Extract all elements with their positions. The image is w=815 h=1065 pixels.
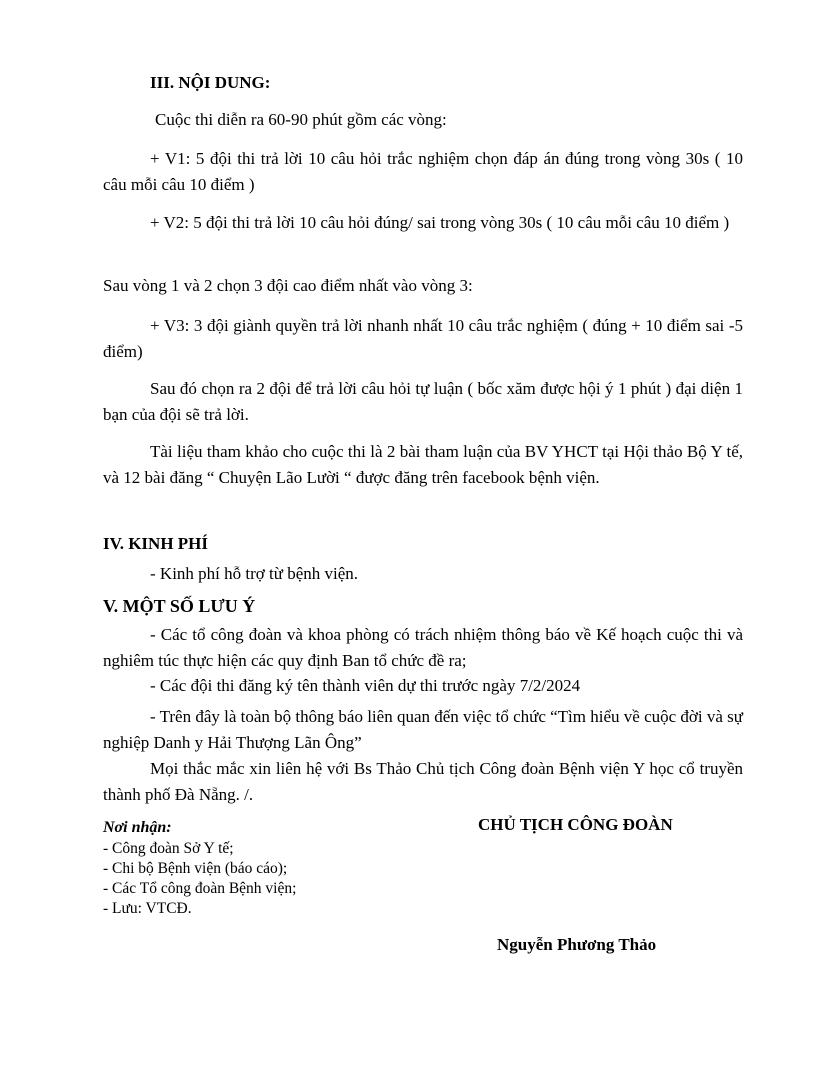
note-item-3: - Trên đây là toàn bộ thông báo liên quan đến việc tổ chức “Tìm hiểu về cuộc đời và sự nghiệp Danh y Hải Thượng Lãn Ông” xyxy=(103,707,743,752)
recipients-block xyxy=(103,817,433,919)
contact-paragraph: Mọi thắc mắc xin liên hệ với Bs Thảo Chủ tịch Công đoàn Bệnh viện Y học cổ truyền thành phố Đà Nẵng. /. xyxy=(103,759,743,804)
funding-item: - Kinh phí hỗ trợ từ bệnh viện. xyxy=(150,564,359,583)
recipient-item: - Công đoàn Sở Y tế; xyxy=(103,840,234,857)
signature-name: Nguyễn Phương Thảo xyxy=(497,935,657,954)
section-3-heading: III. NỘI DUNG: xyxy=(150,73,271,92)
note-item-1: - Các tổ công đoàn và khoa phòng có trách nhiệm thông báo về Kế hoạch cuộc thi và nghiêm túc thực hiện các quy định Ban tổ chức đề ra; xyxy=(103,625,743,670)
essay-paragraph: Sau đó chọn ra 2 đội để trả lời câu hỏi tự luận ( bốc xăm được hội ý 1 phút ) đại diện 1 bạn của đội sẽ trả lời. xyxy=(103,379,743,424)
recipient-item: - Lưu: VTCĐ. xyxy=(103,900,192,917)
section-4-heading: IV. KINH PHÍ xyxy=(103,534,209,553)
section-5-heading: V. MỘT SỐ LƯU Ý xyxy=(103,596,256,616)
round-2-paragraph: + V2: 5 đội thi trả lời 10 câu hỏi đúng/ sai trong vòng 30s ( 10 câu mỗi câu 10 điểm ) xyxy=(150,213,730,232)
recipient-item: - Các Tổ công đoàn Bệnh viện; xyxy=(103,880,297,897)
section-3-intro: Cuộc thi diễn ra 60-90 phút gồm các vòng: xyxy=(155,110,447,129)
note-item-2: - Các đội thi đăng ký tên thành viên dự thi trước ngày 7/2/2024 xyxy=(150,676,581,695)
recipient-item: - Chi bộ Bệnh viện (báo cáo); xyxy=(103,860,288,877)
round-3-paragraph: + V3: 3 đội giành quyền trả lời nhanh nhất 10 câu trắc nghiệm ( đúng + 10 điểm sai -5 điểm) xyxy=(103,316,743,361)
reference-paragraph: Tài liệu tham khảo cho cuộc thi là 2 bài tham luận của BV YHCT tại Hội thảo Bộ Y tế, và 12 bài đăng “ Chuyện Lão Lười “ được đăng trên facebook bệnh viện. xyxy=(103,442,743,487)
round-1-paragraph: + V1: 5 đội thi trả lời 10 câu hỏi trắc nghiệm chọn đáp án đúng trong vòng 30s ( 10 câu mỗi câu 10 điểm ) xyxy=(103,149,743,194)
recipients-title: Nơi nhận: xyxy=(103,819,172,836)
after-rounds-paragraph: Sau vòng 1 và 2 chọn 3 đội cao điểm nhất vào vòng 3: xyxy=(103,276,473,295)
signature-title: CHỦ TỊCH CÔNG ĐOÀN xyxy=(478,815,673,834)
